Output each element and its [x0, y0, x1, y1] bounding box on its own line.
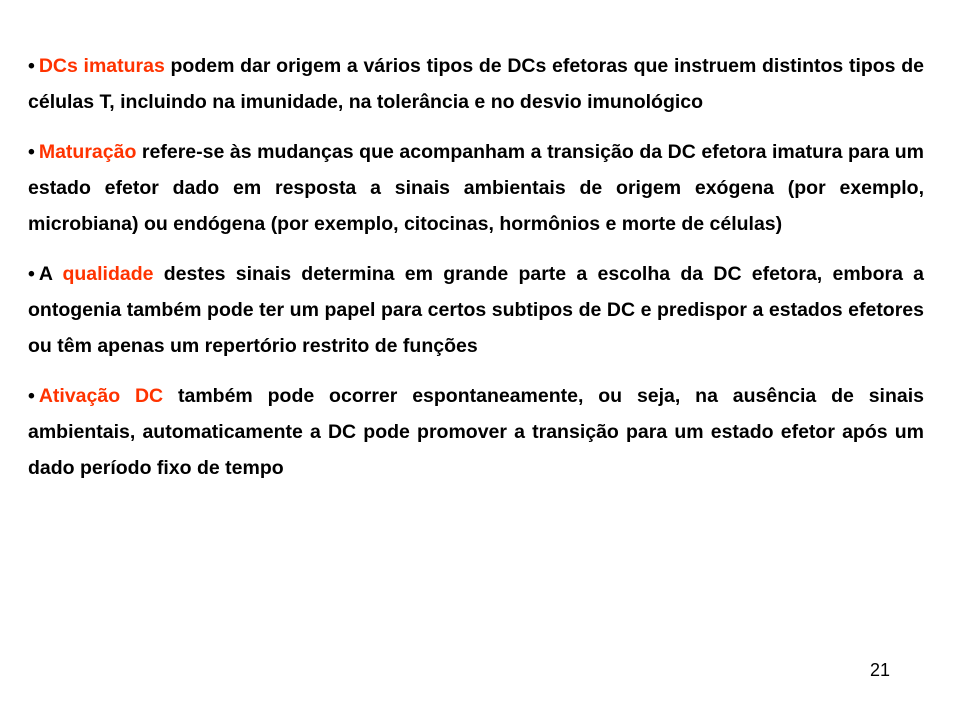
- bullet-marker: •: [28, 55, 35, 77]
- bullet-text: podem dar origem a vários tipos de DCs efetoras que instruem distintos tipos de células T, incluindo na imunidade, na tolerância e no desvio imunológico: [28, 55, 924, 113]
- highlight-term: Ativação DC: [38, 385, 164, 407]
- bullet-paragraph-1: [28, 48, 924, 120]
- slide-content: [28, 48, 924, 500]
- highlight-term: qualidade: [62, 263, 154, 285]
- page-number: 21: [870, 660, 891, 680]
- bullet-text: também pode ocorrer espontaneamente, ou seja, na ausência de sinais ambientais, automaticamente a DC pode promover a transição para um estado efetor após um dado período fixo de tempo: [28, 385, 924, 479]
- bullet-marker: •: [28, 141, 35, 163]
- bullet-text: destes sinais determina em grande parte a escolha da DC efetora, embora a ontogenia também pode ter um papel para certos subtipos de DC e predispor a estados efetores ou têm apenas um repertório restrito de funções: [28, 263, 925, 357]
- highlight-term: DCs imaturas: [38, 55, 165, 77]
- bullet-paragraph-4: [28, 378, 924, 486]
- bullet-text: refere-se às mudanças que acompanham a transição da DC efetora imatura para um estado efetor dado em resposta a sinais ambientais de origem exógena (por exemplo, microbiana) ou endógena (por exemplo, citocinas, hormônios e morte de células): [28, 141, 924, 235]
- bullet-paragraph-3: [28, 256, 924, 364]
- highlight-term: Maturação: [38, 141, 137, 163]
- bullet-marker: •: [28, 385, 35, 407]
- bullet-marker: •: [28, 263, 35, 285]
- bullet-paragraph-2: [28, 134, 924, 242]
- bullet-prefix: A: [38, 263, 63, 285]
